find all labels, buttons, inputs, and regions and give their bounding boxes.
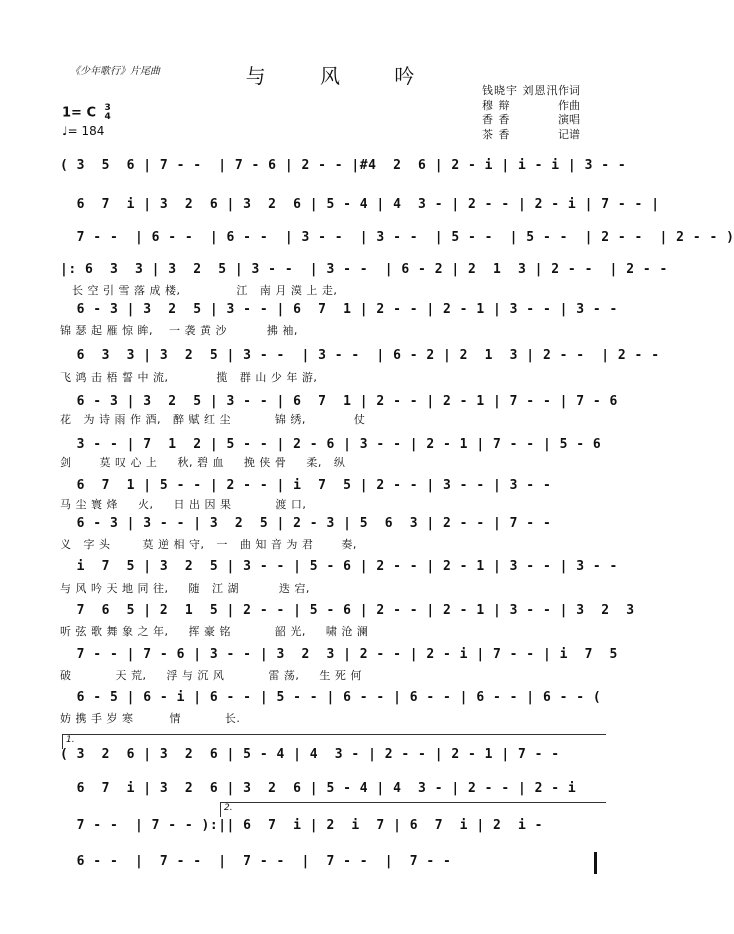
notation-line: 3 - - | 7 1 2 | 5 - - | 2 - 6 | 3 - - | 2 - 1 | 7 - - | 5 - 6 xyxy=(60,437,602,452)
lyric-line: 锦 瑟 起 雁 惊 眸, 一 袭 黄 沙 拂 袖, xyxy=(60,324,298,337)
notation-line: 6 - 3 | 3 - - | 3 2 5 | 2 - 3 | 5 6 3 | 2 - - | 7 - - xyxy=(60,516,552,531)
notation-line: 7 6 5 | 2 1 5 | 2 - - | 5 - 6 | 2 - - | 2 - 1 | 3 - - | 3 2 3 xyxy=(60,603,635,618)
notation-line: 7 - - | 6 - - | 6 - - | 3 - - | 3 - - | 5 - - | 5 - - | 2 - - | 2 - - ) xyxy=(60,230,734,245)
lyric-line: 义 字 头 莫 逆 相 守, 一 曲 知 音 为 君 奏, xyxy=(60,538,357,551)
credit-lyricist: 钱晓宇 刘恩汛作词 xyxy=(482,84,580,97)
key-label: 1= C xyxy=(62,105,97,121)
lyric-line: 剑 莫 叹 心 上 秋, 碧 血 挽 侠 骨 柔, 纵 xyxy=(60,456,346,469)
lyric-line: 与 风 吟 天 地 同 往, 随 江 湖 迭 宕, xyxy=(60,582,310,595)
notation-line: 6 7 i | 3 2 6 | 3 2 6 | 5 - 4 | 4 3 - | 2 - - | 2 - i xyxy=(60,781,577,796)
lyric-line: 破 天 荒, 浮 与 沉 风 雷 荡, 生 死 何 xyxy=(60,669,362,682)
credits-block xyxy=(482,84,580,142)
lyric-line: 花 为 诗 雨 作 酒, 醉 赋 红 尘 锦 绣, 仗 xyxy=(60,413,366,426)
notation-line: 6 - - | 7 - - | 7 - - | 7 - - | 7 - - xyxy=(60,854,452,869)
lyric-line: 马 尘 寰 烽 火, 日 出 因 果 渡 口, xyxy=(60,498,307,511)
credit-singer: 香 香 演唱 xyxy=(482,113,580,126)
volta-2: 2. xyxy=(220,802,606,817)
notation-line: 6 3 3 | 3 2 5 | 3 - - | 3 - - | 6 - 2 | 2 1 3 | 2 - - | 2 - - xyxy=(60,348,660,363)
final-barline xyxy=(594,852,597,874)
lyric-line: 长 空 引 雪 落 成 楼, 江 南 月 漠 上 走, xyxy=(60,284,338,297)
notation-line: 6 - 5 | 6 - i | 6 - - | 5 - - | 6 - - | 6 - - | 6 - - | 6 - - ( xyxy=(60,690,602,705)
notation-line: 6 7 1 | 5 - - | 2 - - | i 7 5 | 2 - - | 3 - - | 3 - - xyxy=(60,478,552,493)
notation-line: ( 3 5 6 | 7 - - | 7 - 6 | 2 - - |#4 2 6 | 2 - i | i - i | 3 - - xyxy=(60,158,627,173)
notation-line: 7 - - | 7 - 6 | 3 - - | 3 2 3 | 2 - - | 2 - i | 7 - - | i 7 5 xyxy=(60,647,618,662)
notation-line: 7 - - | 7 - - ):|| 6 7 i | 2 i 7 | 6 7 i | 2 i - xyxy=(60,818,543,833)
notation-line: 6 - 3 | 3 2 5 | 3 - - | 6 7 1 | 2 - - | 2 - 1 | 7 - - | 7 - 6 xyxy=(60,394,618,409)
credit-transcriber: 茶 香 记谱 xyxy=(482,127,580,141)
credit-composer: 穆 辩 作曲 xyxy=(482,98,580,112)
volta-1: 1. xyxy=(62,734,606,749)
lyric-line: 飞 鸿 击 梧 誓 中 流, 揽 群 山 少 年 游, xyxy=(60,371,318,384)
key-signature xyxy=(62,104,111,122)
notation-line: |: 6 3 3 | 3 2 5 | 3 - - | 3 - - | 6 - 2 | 2 1 3 | 2 - - | 2 - - xyxy=(60,262,668,277)
lyric-line: 听 弦 歌 舞 象 之 年, 挥 豪 铭 韶 光, 啸 沧 澜 xyxy=(60,625,369,638)
source-note: 《少年歌行》片尾曲 xyxy=(70,66,160,77)
notation-line: ( 3 2 6 | 3 2 6 | 5 - 4 | 4 3 - | 2 - - | 2 - 1 | 7 - - xyxy=(60,747,560,762)
tempo-marking: ♩= 184 xyxy=(62,124,105,138)
song-title: 与 风 吟 xyxy=(245,64,439,88)
notation-line: i 7 5 | 3 2 5 | 3 - - | 5 - 6 | 2 - - | 2 - 1 | 3 - - | 3 - - xyxy=(60,559,618,574)
lyric-line: 妨 携 手 岁 寒 情 长. xyxy=(60,712,241,725)
notation-line: 6 7 i | 3 2 6 | 3 2 6 | 5 - 4 | 4 3 - | 2 - - | 2 - i | 7 - - | xyxy=(60,197,660,212)
notation-line: 6 - 3 | 3 2 5 | 3 - - | 6 7 1 | 2 - - | 2 - 1 | 3 - - | 3 - - xyxy=(60,302,618,317)
time-signature: 3 4 xyxy=(104,103,111,122)
